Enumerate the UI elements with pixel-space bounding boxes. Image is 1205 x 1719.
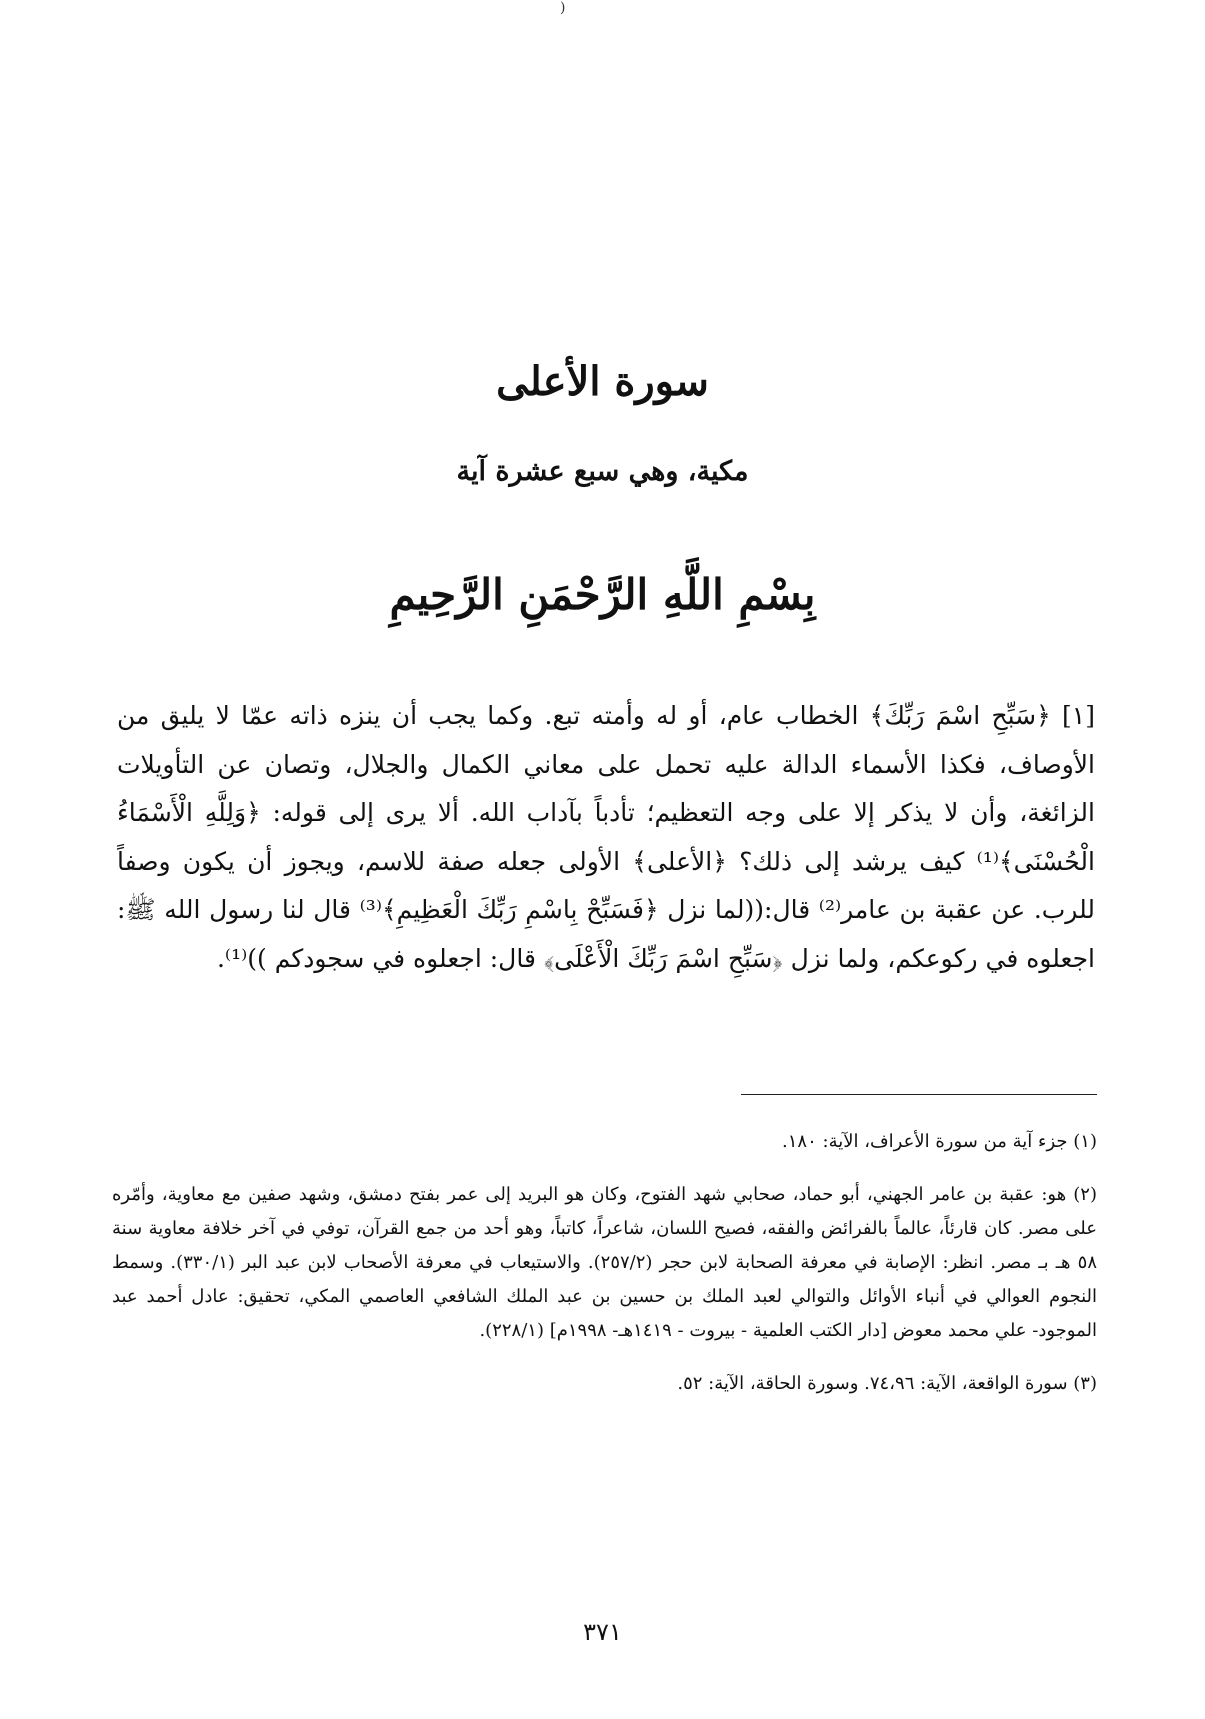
footnote-2: (٢) هو: عقبة بن عامر الجهني، أبو حماد، صحابي شهد الفتوح، وكان هو البريد إلى عمر بفتح دمشق، وشهد صفين مع معاوية، وأمّره على مصر. كان قارئاً، عالماً بالفرائض والفقه، فصيح اللسان، شاعراً، كاتباً، وهو أحد من جمع القرآن، توفي في آخر خلافة معاوية سنة ٥٨ هـ بـ مصر. انظر: الإصابة في معرفة الصحابة لابن حجر (٢٥٧/٢). والاستيعاب في معرفة الأصحاب لابن عبد البر (٣٣٠/١). وسمط النجوم العوالي في أنباء الأوائل والتوالي لعبد الملك بن حسين بن عبد الملك الشافعي العاصمي المكي، تحقيق: عادل أحمد عبد الموجود- علي محمد معوض [دار الكتب العلمية - بيروت - ١٤١٩هـ- ١٩٩٨م] (٢٢٨/١). [112,1184,1097,1341]
basmala: بِسْمِ اللَّهِ الرَّحْمَنِ الرَّحِيمِ [389,570,816,619]
surah-subtitle: مكية، وهي سبع عشرة آية [456,456,749,487]
footnotes [112,1125,1097,1401]
footnote-divider [741,1094,1097,1095]
footnote-3: (٣) سورة الواقعة، الآية: ٧٤،٩٦. وسورة الحاقة، الآية: ٥٢. [677,1373,1097,1394]
top-mark: ( [560,0,566,16]
surah-title: سورة الأعلى [496,358,709,405]
commentary-paragraph: [١] ﴿سَبِّحِ اسْمَ رَبِّكَ﴾ الخطاب عام، أو له وأمته تبع. وكما يجب أن ينزه ذاته عمّا لا يليق من الأوصاف، فكذا الأسماء الدالة عليه تحمل على معاني الكمال والجلال، وتصان عن التأويلات الزائغة، وأن لا يذكر إلا على وجه التعظيم؛ تأدباً بآداب الله. ألا يرى إلى قوله: ﴿وَلِلَّهِ الْأَسْمَاءُ الْحُسْنَى﴾⁽¹⁾ كيف يرشد إلى ذلك؟ ﴿الأعلى﴾ الأولى جعله صفة للاسم، ويجوز أن يكون وصفاً للرب. عن عقبة بن عامر⁽²⁾ قال:((لما نزل ﴿فَسَبِّحْ بِاسْمِ رَبِّكَ الْعَظِيمِ﴾⁽³⁾ قال لنا رسول الله ﷺ: اجعلوه في ركوعكم، ولما نزل ﴿سَبِّحِ اسْمَ رَبِّكَ الْأَعْلَى﴾ قال: اجعلوه في سجودكم ))⁽¹⁾. [117,701,1095,973]
page-number: ٣٧١ [583,1618,622,1646]
commentary-text [117,692,1095,983]
footnote-1: (١) جزء آية من سورة الأعراف، الآية: ١٨٠. [782,1131,1097,1152]
